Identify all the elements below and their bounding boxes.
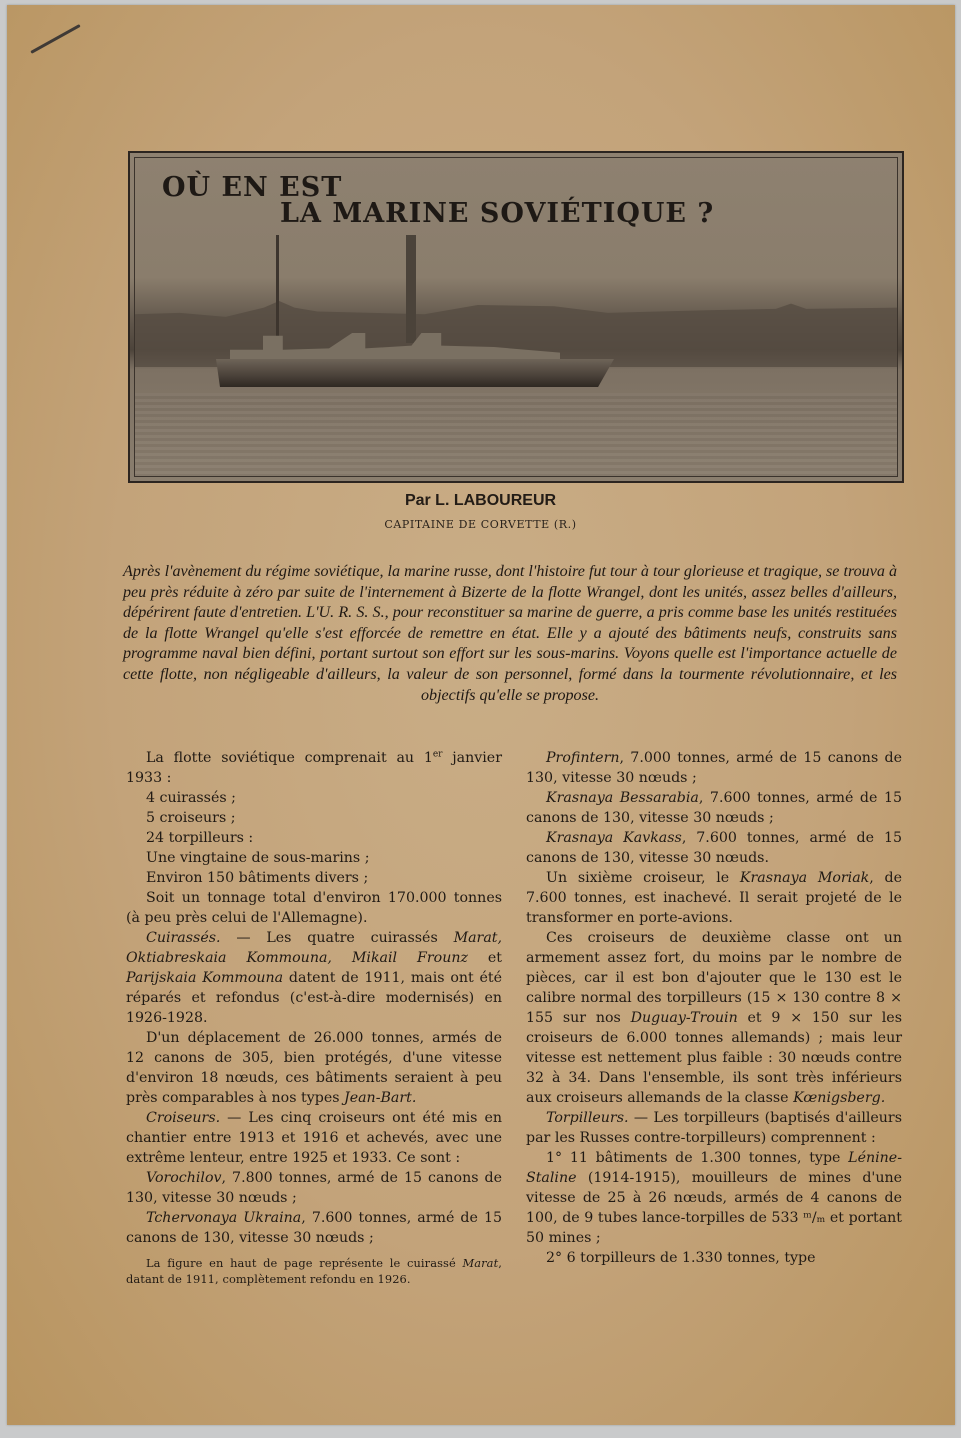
- photo-caption: La figure en haut de page représente le cuirassé Marat, datant de 1911, complètement refondu en 1926.: [126, 1256, 502, 1286]
- paragraph-profintern: Profintern, 7.000 tonnes, armé de 15 canons de 130, vitesse 30 nœuds ;: [526, 750, 902, 786]
- pencil-mark: [30, 24, 80, 54]
- paragraph-tonnage: Soit un tonnage total d'environ 170.000 tonnes (à peu près celui de l'Allemagne).: [126, 890, 502, 926]
- right-column: [526, 748, 902, 1268]
- list-item: Une vingtaine de sous-marins ;: [146, 850, 370, 866]
- paragraph-sixieme-croiseur: Un sixième croiseur, le Krasnaya Moriak, de 7.600 tonnes, est inachevé. Il serait projeté de le transformer en porte-avions.: [526, 870, 902, 926]
- list-item: Environ 150 bâtiments divers ;: [146, 870, 369, 886]
- article-title-line2: LA MARINE SOVIÉTIQUE ?: [280, 198, 715, 229]
- left-column: [126, 748, 502, 1287]
- author-rank: CAPITAINE DE CORVETTE (R.): [384, 518, 577, 531]
- list-item: 5 croiseurs ;: [146, 810, 236, 826]
- article-title-line1: OÙ EN EST: [162, 172, 343, 203]
- paragraph-bessarabia: Krasnaya Bessarabia, 7.600 tonnes, armé de 15 canons de 130, vitesse 30 nœuds ;: [526, 790, 902, 826]
- byline: Par L. LABOUREUR: [404, 492, 557, 509]
- header-photo-battleship: [128, 151, 904, 483]
- paragraph-vorochilov: Vorochilov, 7.800 tonnes, armé de 15 canons de 130, vitesse 30 nœuds ;: [126, 1170, 502, 1206]
- paragraph-fleet-summary: La flotte soviétique comprenait au 1er janvier 1933 :: [126, 749, 502, 786]
- paragraph-torpilleurs: Torpilleurs. — Les torpilleurs (baptisés d'ailleurs par les Russes contre-torpilleurs) comprennent :: [526, 1110, 902, 1146]
- list-item: 4 cuirassés ;: [146, 790, 236, 806]
- list-item: 24 torpilleurs :: [146, 830, 254, 846]
- paragraph-croiseurs: Croiseurs. — Les cinq croiseurs ont été mis en chantier entre 1913 et 1916 et achevés, avec une extrême lenteur, entre 1925 et 1933. Ce sont :: [126, 1110, 502, 1166]
- paragraph-cuirasses: Cuirassés. — Les quatre cuirassés Marat, Oktiabreskaia Kommouna, Mikail Frounz et Parijskaia Kommouna datent de 1911, mais ont été réparés et refondus (c'est-à-dire modernisés) en 1926-1928.: [126, 930, 503, 1026]
- paragraph-kavkass: Krasnaya Kavkass, 7.600 tonnes, armé de 15 canons de 130, vitesse 30 nœuds.: [526, 830, 903, 866]
- paragraph-deuxieme-classe: Ces croiseurs de deuxième classe ont un armement assez fort, du moins par le nombre de pièces, car il est bon d'ajouter que le 130 est le calibre normal des torpilleurs (15 × 130 contre 8 × 155 sur nos Duguay-Trouin et 9 × 150 sur les croiseurs de 6.000 tonnes allemands) ; mais leur vitesse est nettement plus faible : 30 nœuds contre 32 à 34. Dans l'ensemble, ils sont très inférieurs aux croiseurs allemands de la classe Kœnigsberg.: [526, 930, 902, 1106]
- paragraph-ukraina: Tchervonaya Ukraina, 7.600 tonnes, armé de 15 canons de 130, vitesse 30 nœuds ;: [126, 1210, 503, 1246]
- paragraph-torpilleurs-2: 2° 6 torpilleurs de 1.330 tonnes, type: [546, 1250, 816, 1266]
- intro-paragraph: Après l'avènement du régime soviétique, la marine russe, dont l'histoire fut tour à tour glorieuse et tragique, se trouva à peu près réduite à zéro par suite de l'internement à Bizerte de la flotte Wrangel, dont les unités, assez belles d'ailleurs, dépérirent faute d'entretien. L'U. R. S. S., pour reconstituer sa marine de guerre, a pris comme base les unités restituées de la flotte Wrangel qu'elle s'est efforcée de remettre en état. Elle y a ajouté des bâtiments neufs, construits sans programme naval bien défini, portant surtout son effort sur les sous-marins. Voyons quelle est l'importance actuelle de cette flotte, non négligeable d'ailleurs, la valeur de son personnel, formé dans la tourmente révolutionnaire, et les objectifs qu'elle se propose.: [123, 563, 897, 704]
- paragraph-deplacement: D'un déplacement de 26.000 tonnes, armés de 12 canons de 305, bien protégés, d'une vitesse d'environ 18 nœuds, ces bâtiments seraient à peu près comparables à nos types Jean-Bart.: [126, 1030, 502, 1106]
- paragraph-torpilleurs-1: 1° 11 bâtiments de 1.300 tonnes, type Lénine-Staline (1914-1915), mouilleurs de mines d'une vitesse de 25 à 26 nœuds, armés de 4 canons de 100, de 9 tubes lance-torpilles de 533 ᵐ/ₘ et portant 50 mines ;: [526, 1150, 902, 1246]
